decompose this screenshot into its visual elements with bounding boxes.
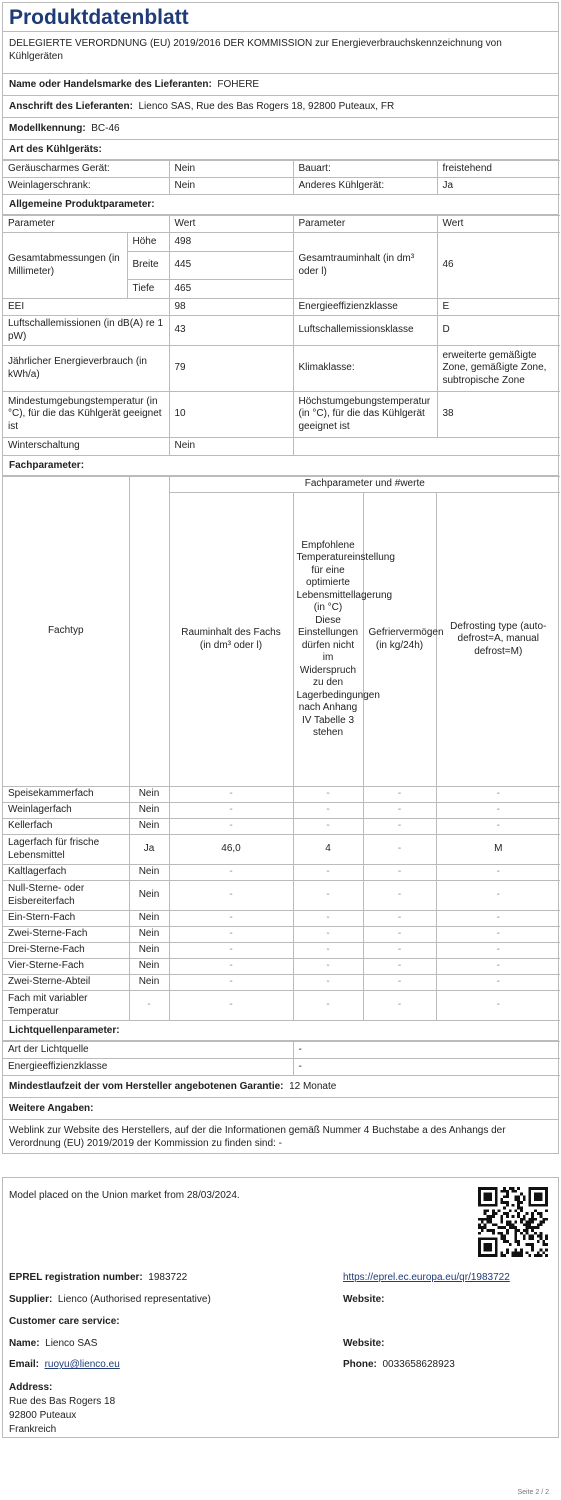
appliance-type-heading: Art des Kühlgeräts:: [3, 140, 558, 160]
supplier-name-row: [3, 74, 558, 96]
table-row: [3, 881, 560, 911]
type-cell: Weinlagerschrank:: [3, 178, 169, 195]
compartment-name: Zwei-Sterne-Abteil: [3, 975, 129, 991]
model-value: BC-46: [91, 123, 120, 134]
care-name-label: Name:: [9, 1338, 40, 1349]
empty-cell: [293, 438, 560, 456]
supplier-address-label: Anschrift des Lieferanten:: [9, 101, 133, 112]
compartment-value: -: [363, 865, 436, 881]
light-label: Art der Lichtquelle: [3, 1042, 293, 1059]
compartment-value: -: [169, 959, 293, 975]
compartment-name: Null-Sterne- oder Eisbereiterfach: [3, 881, 129, 911]
table-row: [3, 959, 560, 975]
compartment-value: -: [169, 881, 293, 911]
compartment-params-heading: Fachparameter:: [3, 456, 558, 476]
empty-cell: [129, 477, 169, 787]
phone-row: [343, 1358, 455, 1371]
compartment-value: -: [363, 803, 436, 819]
winter-value: Nein: [169, 438, 293, 456]
compartment-value: -: [436, 943, 560, 959]
regulation-intro: DELEGIERTE VERORDNUNG (EU) 2019/2016 DER KOMMISSION zur Energieverbrauchskennzeichnung von Kühlgeräten: [3, 32, 558, 74]
compartment-name: Weinlagerfach: [3, 803, 129, 819]
table-header-row: [3, 216, 560, 233]
compartment-present: Nein: [129, 943, 169, 959]
dimension-name: Tiefe: [127, 280, 169, 299]
column-header-volume: Rauminhalt des Fachs (in dm³ oder l): [169, 493, 293, 787]
compartment-value: -: [293, 975, 363, 991]
product-data-sheet: [2, 2, 559, 1154]
param-value: erweiterte gemäßigte Zone, gemäßigte Zone, subtropische Zone: [437, 346, 560, 392]
compartment-name: Ein-Stern-Fach: [3, 911, 129, 927]
type-cell: freistehend: [437, 161, 560, 178]
compartment-present: -: [129, 991, 169, 1021]
compartment-value: -: [293, 803, 363, 819]
type-cell: Nein: [169, 178, 293, 195]
supplier-address-row: [3, 96, 558, 118]
table-row: [3, 927, 560, 943]
compartment-type-header: Fachtyp: [3, 477, 129, 787]
dimension-value: 445: [169, 252, 293, 280]
supplier-name-value: FOHERE: [217, 79, 260, 90]
param-label: EEI: [3, 299, 169, 316]
website-label: Website:: [343, 1294, 385, 1305]
compartment-params-header: Fachparameter und #werte: [169, 477, 560, 493]
param-value: E: [437, 299, 560, 316]
table-row: [3, 819, 560, 835]
phone-value: 0033658628923: [382, 1359, 455, 1370]
dimensions-label: Gesamtabmessungen (in Millimeter): [3, 233, 127, 299]
compartment-value: -: [169, 975, 293, 991]
param-label: Klimaklasse:: [293, 346, 437, 392]
param-label: Mindestumgebungstemperatur (in °C), für die das Kühlgerät geeignet ist: [3, 392, 169, 438]
general-params-table: [3, 215, 560, 456]
compartment-value: -: [436, 991, 560, 1021]
supplier-row: [9, 1293, 211, 1306]
param-value: 98: [169, 299, 293, 316]
address-line: 92800 Puteaux: [9, 1410, 77, 1421]
compartment-params-table: [3, 476, 560, 1021]
volume-label: Gesamtrauminhalt (in dm³ oder l): [293, 233, 437, 299]
compartment-value: -: [293, 911, 363, 927]
table-row: [3, 1042, 560, 1059]
dimension-value: 465: [169, 280, 293, 299]
compartment-value: -: [436, 819, 560, 835]
light-value: -: [293, 1042, 560, 1059]
param-label: Luftschallemissionen (in dB(A) re 1 pW): [3, 316, 169, 346]
compartment-value: -: [436, 787, 560, 803]
supplier-name-label: Name oder Handelsmarke des Lieferanten:: [9, 79, 212, 90]
compartment-value: -: [293, 819, 363, 835]
compartment-value: -: [169, 819, 293, 835]
param-label: Luftschallemissionsklasse: [293, 316, 437, 346]
compartment-name: Kaltlagerfach: [3, 865, 129, 881]
care-website-label: Website:: [343, 1338, 385, 1349]
compartment-name: Kellerfach: [3, 819, 129, 835]
table-row: [3, 991, 560, 1021]
compartment-value: -: [293, 865, 363, 881]
param-label: Jährlicher Energieverbrauch (in kWh/a): [3, 346, 169, 392]
compartment-value: -: [169, 927, 293, 943]
table-row: [3, 392, 560, 438]
table-row: [3, 911, 560, 927]
table-row: [3, 865, 560, 881]
param-value: 10: [169, 392, 293, 438]
table-row: [3, 835, 560, 865]
column-header: Parameter: [293, 216, 437, 233]
address-line: Rue des Bas Rogers 18: [9, 1396, 116, 1407]
table-row: [3, 346, 560, 392]
table-row: [3, 316, 560, 346]
compartment-value: -: [169, 991, 293, 1021]
dimension-value: 498: [169, 233, 293, 252]
column-header: Wert: [437, 216, 560, 233]
compartment-present: Nein: [129, 927, 169, 943]
compartment-name: Speisekammerfach: [3, 787, 129, 803]
table-row: [3, 803, 560, 819]
table-row: [3, 438, 560, 456]
table-row: [3, 943, 560, 959]
temperature-header-text: Empfohlene Temperatureinstellung für eine optimierte Lebensmittellagerung (in °C): [296, 539, 395, 613]
compartment-value: 46,0: [169, 835, 293, 865]
more-info-text: Weblink zur Website des Herstellers, auf der die Informationen gemäß Nummer 4 Buchstabe a des Anhangs der Verordnung (EU) 2019/2019 der Kommission zu finden sind: -: [9, 1125, 506, 1149]
compartment-value: -: [363, 881, 436, 911]
compartment-value: -: [363, 975, 436, 991]
table-row: [3, 161, 560, 178]
param-value: D: [437, 316, 560, 346]
compartment-present: Ja: [129, 835, 169, 865]
table-row: [3, 299, 560, 316]
table-row: [3, 975, 560, 991]
compartment-value: -: [293, 787, 363, 803]
compartment-value: -: [293, 991, 363, 1021]
type-cell: Ja: [437, 178, 560, 195]
supplier-label: Supplier:: [9, 1294, 53, 1305]
compartment-value: -: [363, 911, 436, 927]
eprel-section: [2, 1177, 559, 1438]
email-link[interactable]: ruoyu@lienco.eu: [44, 1359, 120, 1370]
warranty-value: 12 Monate: [289, 1081, 337, 1092]
phone-label: Phone:: [343, 1359, 377, 1370]
param-label: Höchstumgebungstemperatur (in °C), für die das Kühlgerät geeignet ist: [293, 392, 437, 438]
eprel-number-label: EPREL registration number:: [9, 1272, 143, 1283]
column-header: Wert: [169, 216, 293, 233]
compartment-value: -: [436, 927, 560, 943]
model-label: Modellkennung:: [9, 123, 86, 134]
compartment-value: -: [363, 991, 436, 1021]
compartment-value: -: [363, 927, 436, 943]
param-value: 43: [169, 316, 293, 346]
compartment-present: Nein: [129, 787, 169, 803]
email-label: Email:: [9, 1359, 40, 1370]
supplier-value: Lienco (Authorised representative): [57, 1294, 211, 1305]
column-header: Parameter: [3, 216, 169, 233]
compartment-value: -: [363, 943, 436, 959]
param-value: 38: [437, 392, 560, 438]
light-label: Energieeffizienzklasse: [3, 1059, 293, 1076]
compartment-value: -: [169, 787, 293, 803]
compartment-present: Nein: [129, 911, 169, 927]
warranty-label: Mindestlaufzeit der vom Hersteller angebotenen Garantie:: [9, 1081, 284, 1092]
model-row: [3, 118, 558, 140]
address-line: Frankreich: [9, 1424, 57, 1435]
supplier-address-value: Lienco SAS, Rue des Bas Rogers 18, 92800 Puteaux, FR: [138, 101, 395, 112]
column-header-temperature: [293, 493, 395, 787]
eprel-number-row: [9, 1271, 187, 1284]
param-value: 79: [169, 346, 293, 392]
general-params-heading: Allgemeine Produktparameter:: [3, 195, 558, 215]
compartment-value: -: [436, 911, 560, 927]
type-cell: Bauart:: [293, 161, 437, 178]
compartment-value: -: [436, 803, 560, 819]
compartment-value: -: [436, 975, 560, 991]
light-params-heading: Lichtquellenparameter:: [3, 1021, 558, 1041]
compartment-value: M: [436, 835, 560, 865]
table-row: [3, 787, 560, 803]
more-info-heading: Weitere Angaben:: [3, 1098, 558, 1120]
compartment-value: -: [363, 787, 436, 803]
compartment-value: -: [293, 881, 363, 911]
compartment-name: Drei-Sterne-Fach: [3, 943, 129, 959]
customer-care-label: Customer care service:: [9, 1316, 120, 1327]
care-name-row: [9, 1337, 97, 1350]
column-header-freezing: Gefriervermögen (in kg/24h): [363, 493, 436, 787]
market-date: Model placed on the Union market from 28/03/2024.: [9, 1190, 240, 1201]
compartment-value: -: [363, 819, 436, 835]
dimension-name: Breite: [127, 252, 169, 280]
volume-value: 46: [437, 233, 560, 299]
compartment-value: -: [293, 943, 363, 959]
light-params-table: [3, 1041, 560, 1076]
compartment-value: -: [436, 881, 560, 911]
appliance-type-table: [3, 160, 560, 195]
compartment-present: Nein: [129, 959, 169, 975]
compartment-value: -: [436, 865, 560, 881]
temperature-header-note: Diese Einstellungen dürfen nicht im Widerspruch zu den Lagerbedingungen nach Anhang IV Tabelle 3 stehen: [296, 614, 380, 738]
light-value: -: [293, 1059, 560, 1076]
compartment-name: Lagerfach für frische Lebensmittel: [3, 835, 129, 865]
compartment-value: -: [169, 803, 293, 819]
table-row: [3, 178, 560, 195]
eprel-number-value: 1983722: [148, 1272, 188, 1283]
page-number: Seite 2 / 2: [517, 1489, 549, 1496]
winter-label: Winterschaltung: [3, 438, 169, 456]
qr-code-icon: [478, 1187, 548, 1257]
compartment-value: -: [363, 959, 436, 975]
table-header-row: [3, 477, 560, 493]
compartment-name: Zwei-Sterne-Fach: [3, 927, 129, 943]
compartment-present: Nein: [129, 819, 169, 835]
document-title: Produktdatenblatt: [3, 3, 558, 32]
email-row: [9, 1358, 120, 1371]
eprel-link[interactable]: https://eprel.ec.europa.eu/qr/1983722: [343, 1272, 510, 1283]
compartment-value: -: [293, 927, 363, 943]
compartment-value: -: [169, 943, 293, 959]
compartment-name: Vier-Sterne-Fach: [3, 959, 129, 975]
compartment-name: Fach mit variabler Temperatur: [3, 991, 129, 1021]
compartment-value: -: [293, 959, 363, 975]
table-row: [3, 233, 560, 252]
param-label: Energieeffizienzklasse: [293, 299, 437, 316]
compartment-value: 4: [293, 835, 363, 865]
type-cell: Geräuscharmes Gerät:: [3, 161, 169, 178]
compartment-present: Nein: [129, 803, 169, 819]
care-name-value: Lienco SAS: [45, 1338, 98, 1349]
compartment-value: -: [436, 959, 560, 975]
compartment-value: -: [169, 865, 293, 881]
type-cell: Anderes Kühlgerät:: [293, 178, 437, 195]
column-header-defrost: Defrosting type (auto-defrost=A, manual defrost=M): [436, 493, 560, 787]
compartment-present: Nein: [129, 975, 169, 991]
compartment-value: -: [169, 911, 293, 927]
compartment-value: -: [363, 835, 436, 865]
dimension-name: Höhe: [127, 233, 169, 252]
table-row: [3, 1059, 560, 1076]
compartment-present: Nein: [129, 865, 169, 881]
address-label: Address:: [9, 1382, 53, 1393]
type-cell: Nein: [169, 161, 293, 178]
warranty-row: [3, 1076, 558, 1098]
compartment-present: Nein: [129, 881, 169, 911]
